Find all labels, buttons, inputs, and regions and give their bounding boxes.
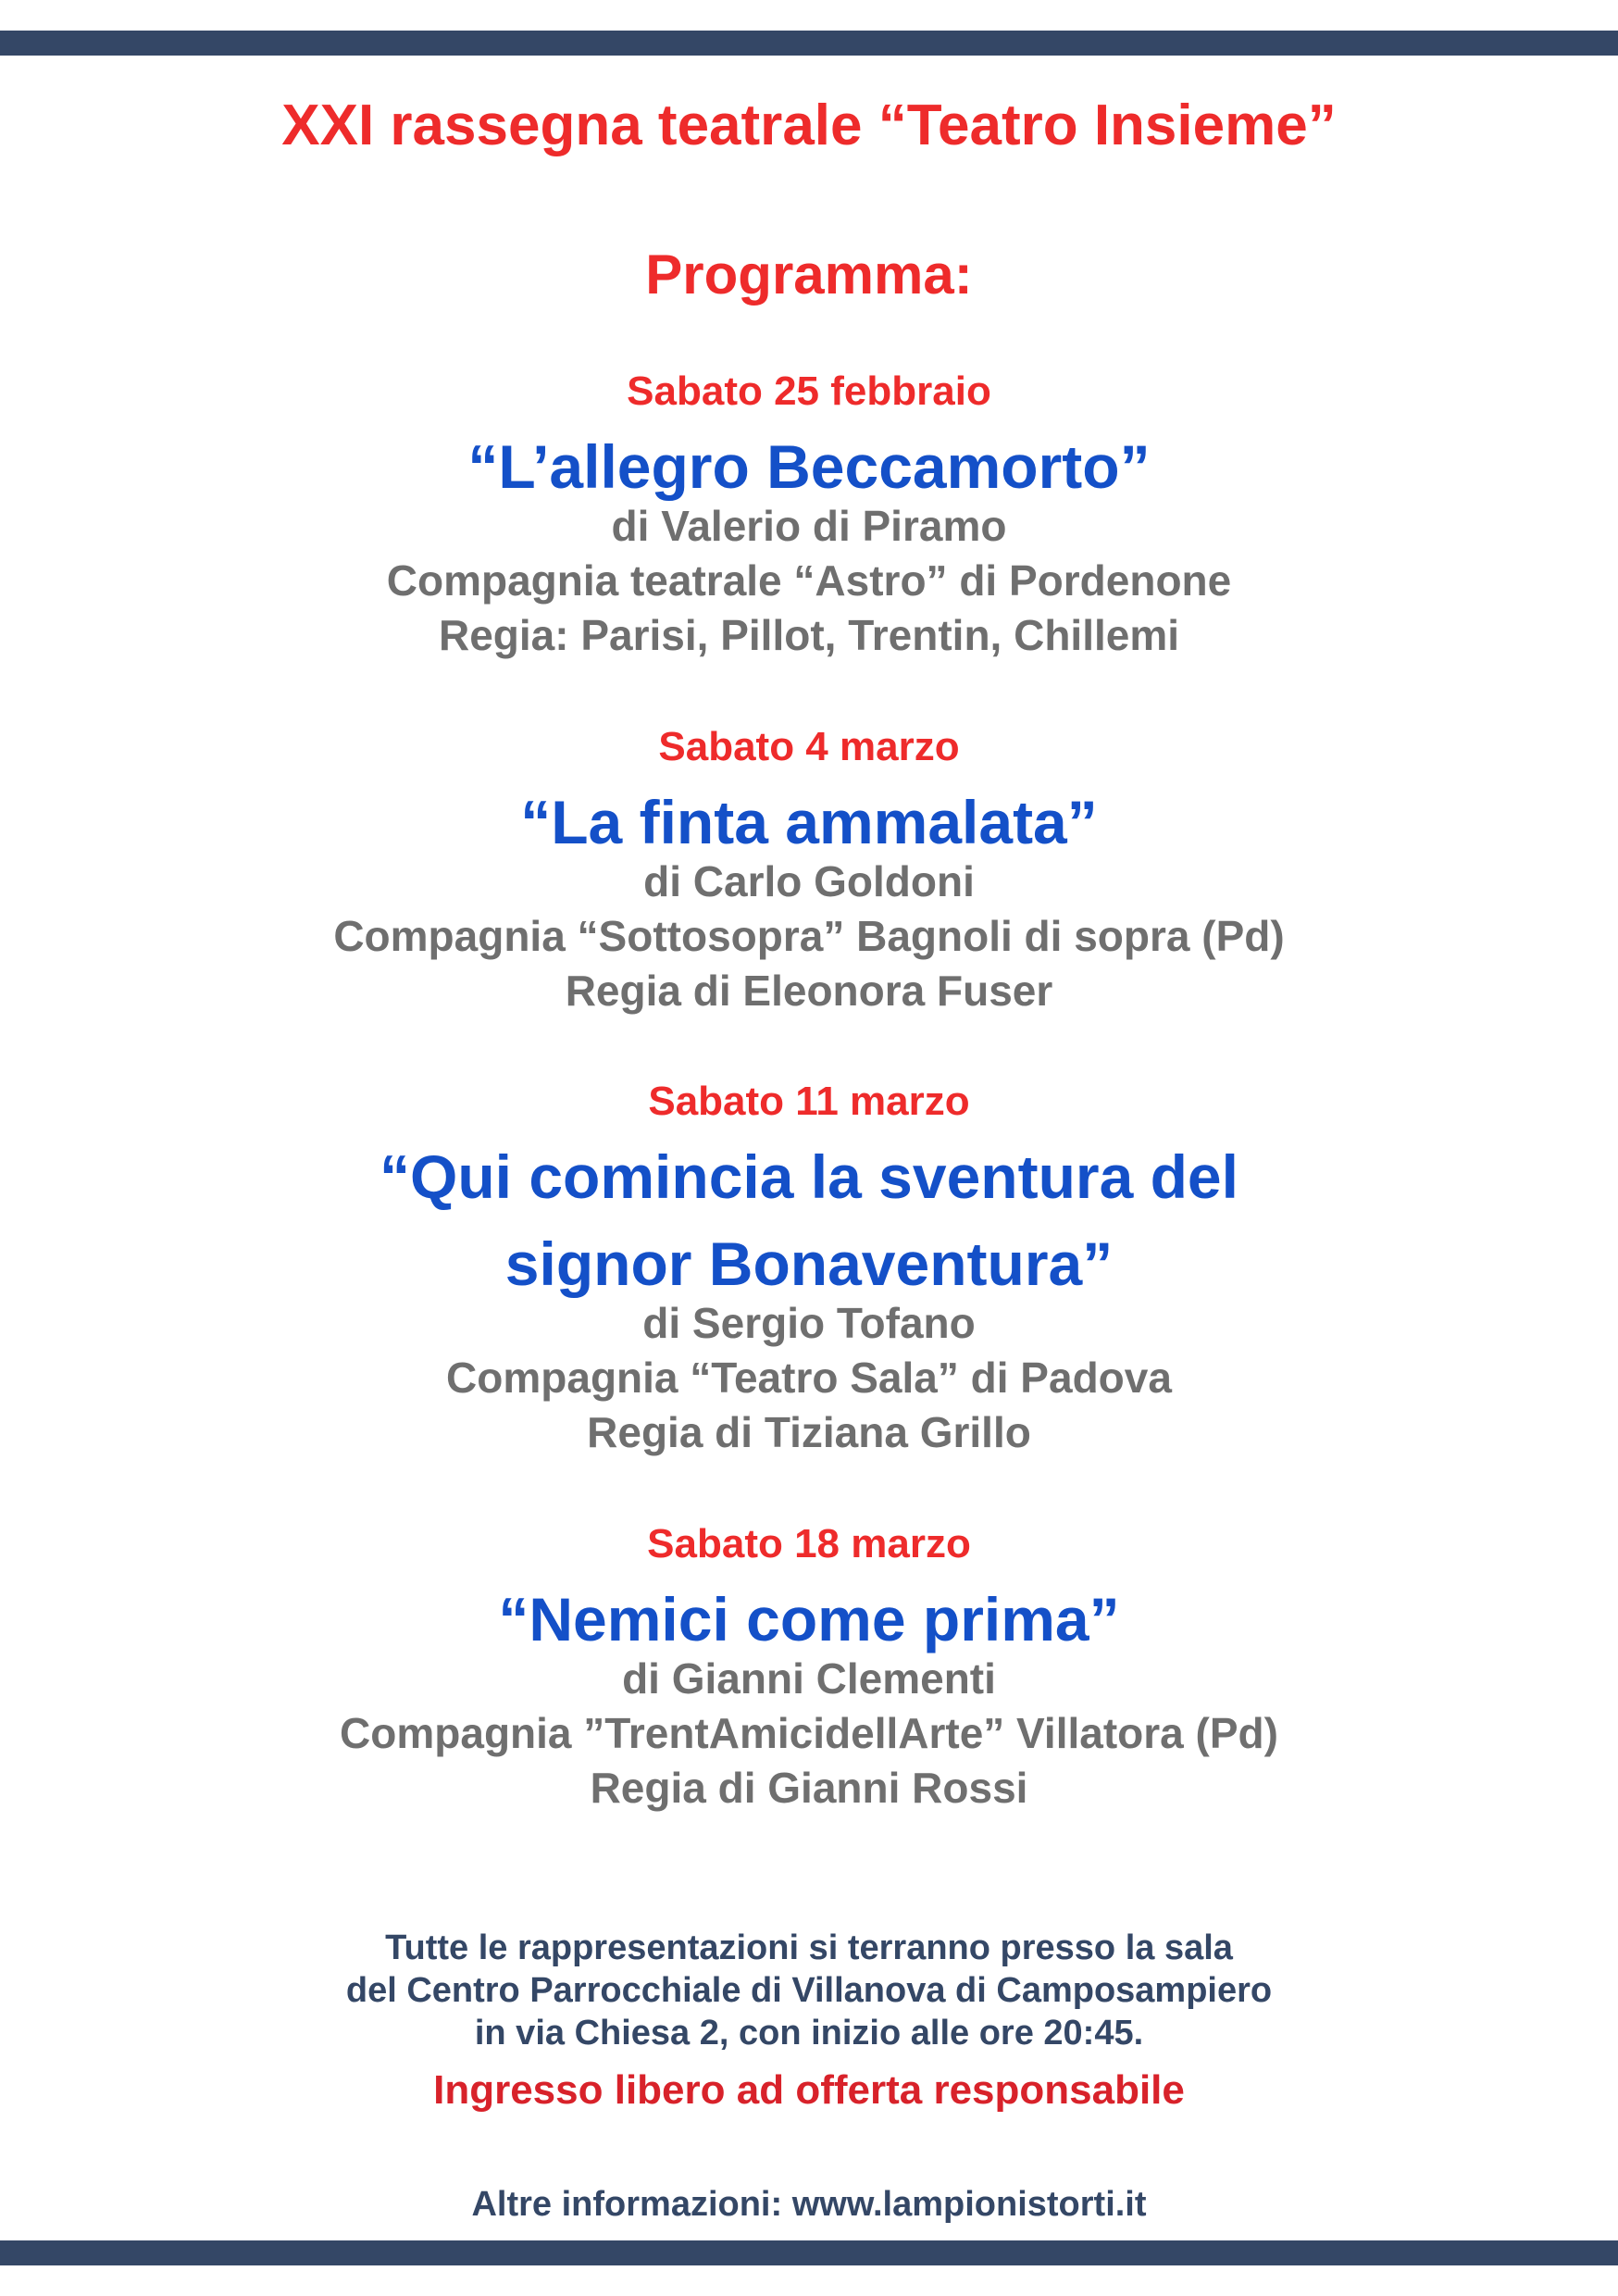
play-director: Regia: Parisi, Pillot, Trentin, Chillemi [438,611,1180,659]
venue-line-1: Tutte le rappresentazioni si terranno presso la sala [385,1928,1233,1967]
play-title-line-1: “Qui comincia la sventura del [380,1142,1238,1211]
event-date: Sabato 18 marzo [647,1521,971,1566]
play-title: “La finta ammalata” [520,788,1098,856]
theatre-company: Compagnia “Sottosopra” Bagnoli di sopra (Pd) [333,912,1285,960]
play-director: Regia di Tiziana Grillo [587,1408,1031,1456]
venue-line-3: in via Chiesa 2, con inizio alle ore 20:45. [474,2014,1144,2053]
free-entry-note: Ingresso libero ad offerta responsabile [433,2067,1185,2113]
play-author: di Sergio Tofano [642,1299,976,1347]
play-director: Regia di Eleonora Fuser [565,967,1053,1015]
theatre-company: Compagnia “Teatro Sala” di Padova [446,1354,1172,1402]
top-border-bar [0,31,1618,56]
bottom-border-bar [0,2240,1618,2265]
program-heading: Programma: [645,243,973,306]
event-series-title: XXI rassegna teatrale “Teatro Insieme” [281,94,1337,157]
play-author: di Carlo Goldoni [643,857,975,905]
play-author: di Gianni Clementi [622,1654,996,1703]
play-director: Regia di Gianni Rossi [590,1764,1028,1812]
event-date: Sabato 25 febbraio [627,368,991,414]
event-date: Sabato 4 marzo [658,724,960,769]
venue-line-2: del Centro Parrocchiale di Villanova di Camposampiero [345,1971,1273,2010]
more-info-website: Altre informazioni: www.lampionistorti.it [471,2185,1147,2224]
theatre-company: Compagnia ”TrentAmicidellArte” Villatora (Pd) [340,1709,1278,1757]
play-author: di Valerio di Piramo [611,502,1007,550]
event-date: Sabato 11 marzo [648,1079,970,1124]
theatre-company: Compagnia teatrale “Astro” di Pordenone [386,556,1232,605]
play-title-line-2: signor Bonaventura” [504,1229,1114,1298]
play-title: “Nemici come prima” [498,1585,1120,1653]
play-title: “L’allegro Beccamorto” [467,432,1151,501]
